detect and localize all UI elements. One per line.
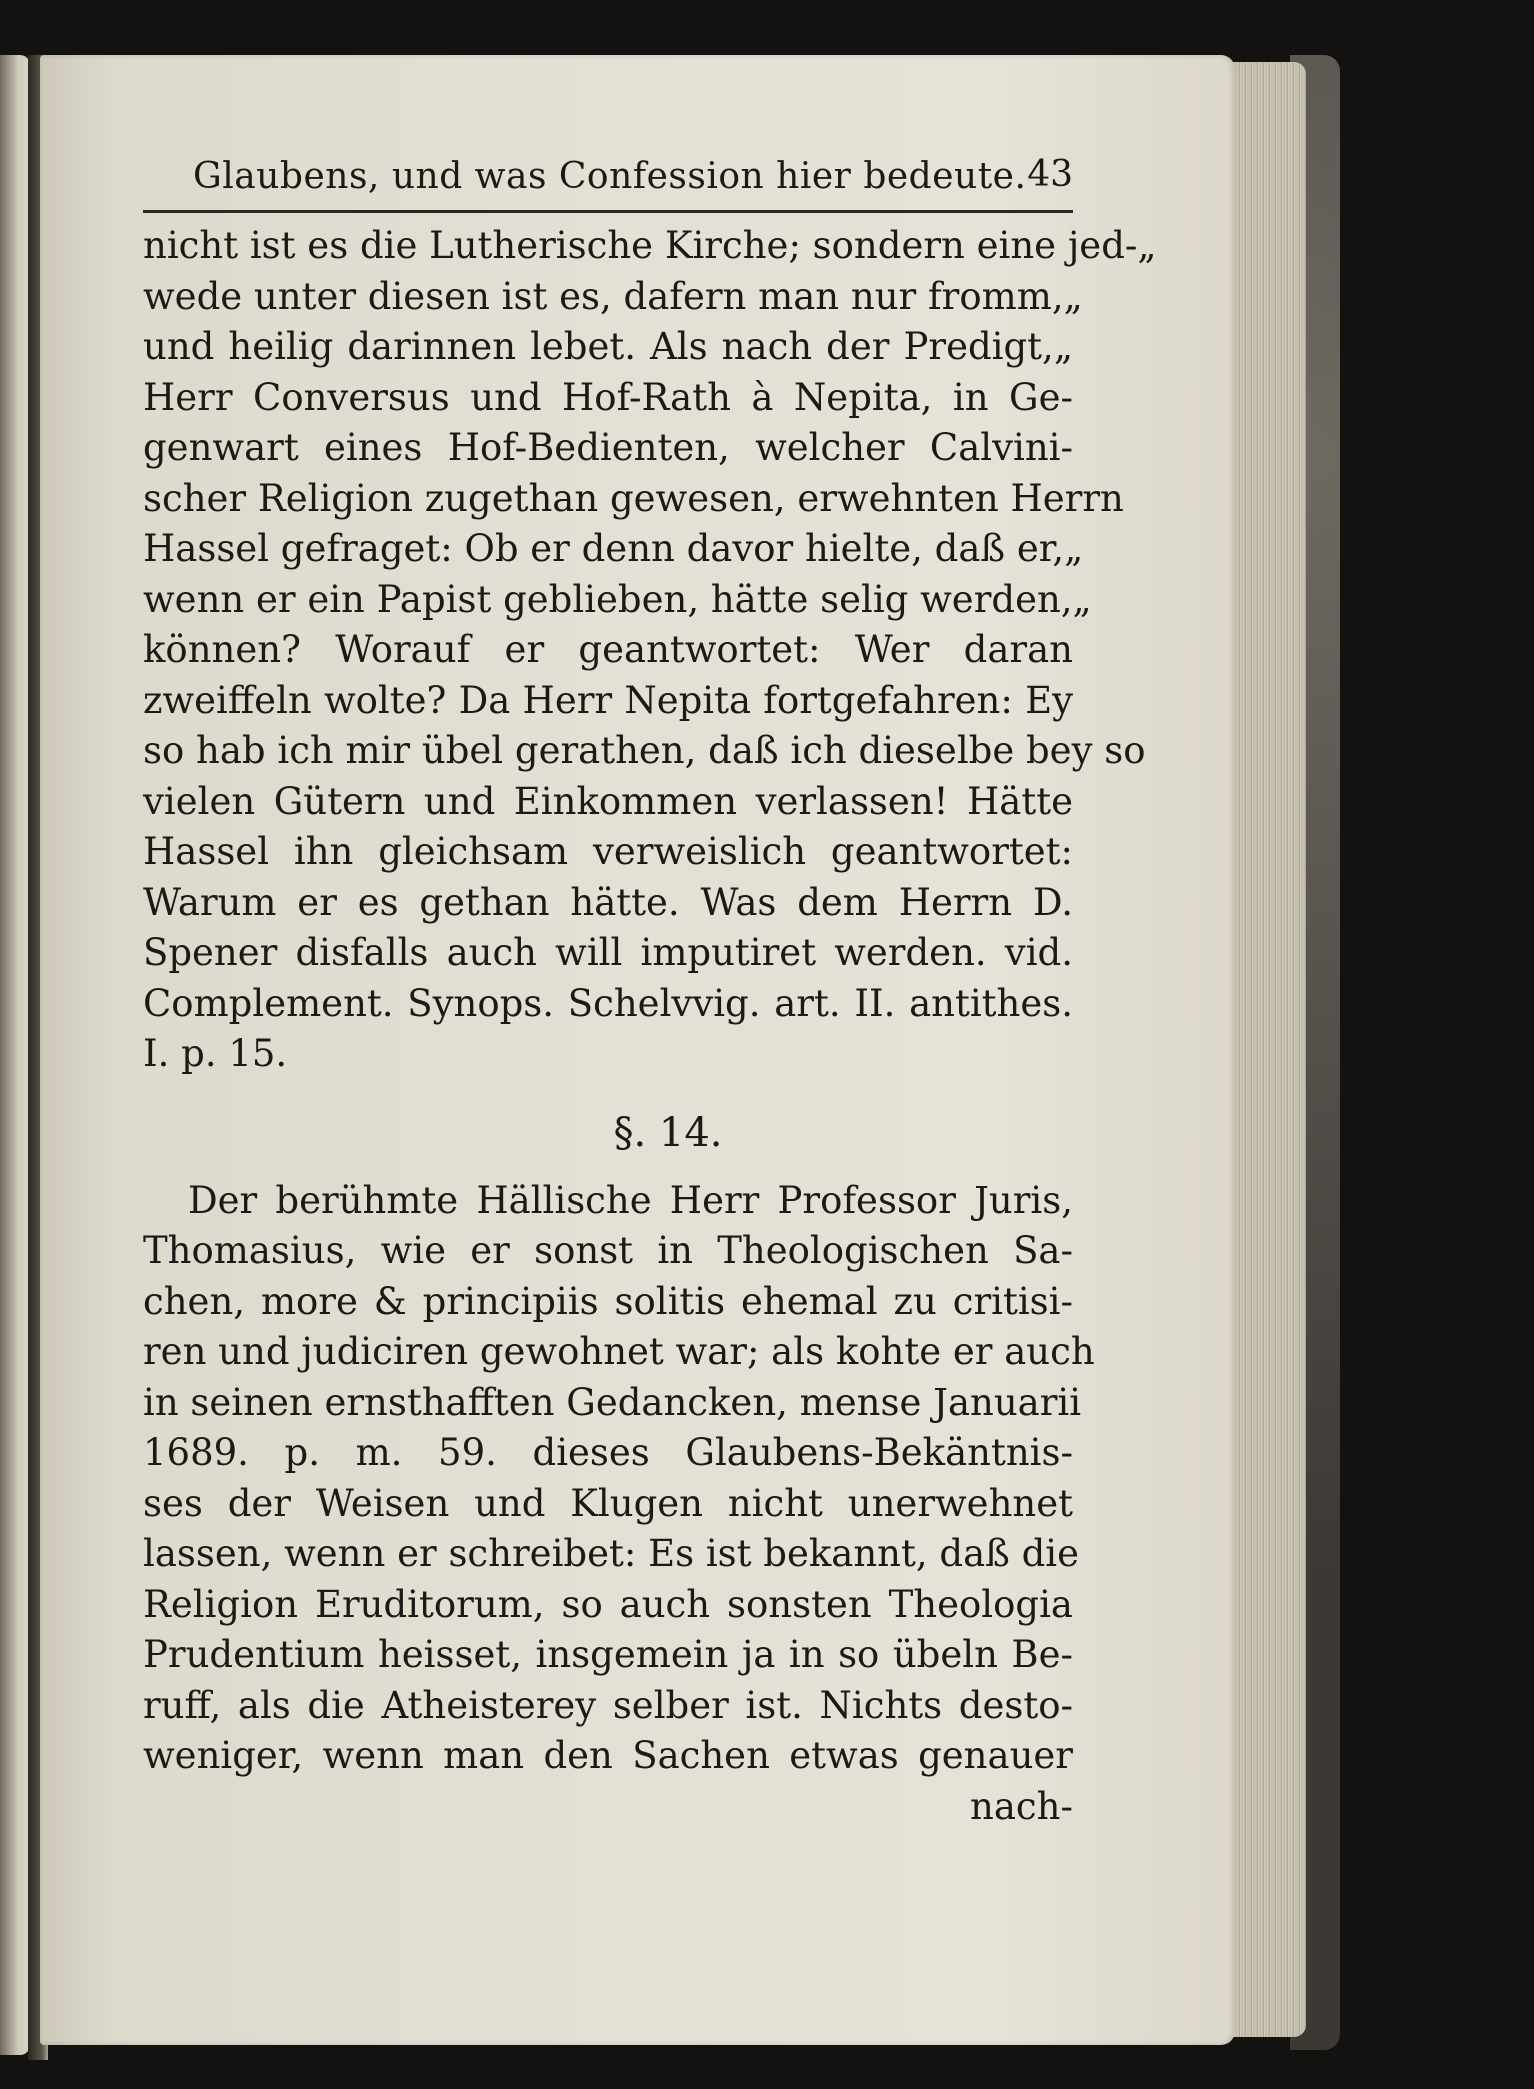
text-line: Spener disfalls auch will imputiret werden. vid. [143, 931, 1073, 974]
text-line: ses der Weisen und Klugen nicht unerwehnet [143, 1481, 1073, 1525]
text-line: Hassel gefraget: Ob er denn davor hielte, daß er,„ [143, 527, 1084, 570]
text-line: ren und judiciren gewohnet war; als kohte er auch [143, 1330, 1095, 1373]
text-line: und heilig darinnen lebet. Als nach der Predigt,„ [143, 325, 1073, 368]
text-line: in seinen ernsthafften Gedancken, mense Januarii [143, 1380, 1082, 1424]
text-line: Thomasius, wie er sonst in Theologischen Sa- [143, 1229, 1073, 1272]
page-header [143, 150, 1073, 213]
section-heading: §. 14. [613, 1109, 723, 1156]
paragraph-1 [143, 221, 1157, 1080]
text-line: genwart eines Hof-Bedienten, welcher Calvini- [143, 426, 1073, 469]
text-line: Hassel ihn gleichsam verweislich geantwortet: [143, 830, 1073, 873]
catchword: nach- [970, 1784, 1073, 1828]
text-line: scher Religion zugethan gewesen, erwehnten Herrn [143, 476, 1124, 520]
text-line: Warum er es gethan hätte. Was dem Herrn D. [143, 880, 1073, 924]
text-line: ruff, als die Atheisterey selber ist. Nichts desto- [143, 1683, 1073, 1727]
page-stack-edge [1228, 62, 1306, 2037]
text-line: so hab ich mir übel gerathen, daß ich dieselbe bey so [143, 729, 1146, 772]
text-block [143, 150, 1157, 1832]
text-line: 1689. p. m. 59. dieses Glaubens-Bekäntnis- [143, 1431, 1073, 1474]
text-line: lassen, wenn er schreibet: Es ist bekannt, daß die [143, 1532, 1080, 1575]
text-line: wede unter diesen ist es, dafern man nur fromm,„ [143, 274, 1083, 318]
text-line: Der berühmte Hällische Herr Professor Juris, [188, 1178, 1073, 1222]
left-page-edge [0, 55, 30, 2055]
text-line: Religion Eruditorum, so auch sonsten Theologia [143, 1582, 1073, 1626]
text-line: Herr Conversus und Hof-Rath à Nepita, in Ge- [143, 375, 1073, 419]
text-line: Complement. Synops. Schelvvig. art. II. antithes. [143, 981, 1073, 1025]
text-line: können? Worauf er geantwortet: Wer daran [143, 628, 1073, 671]
text-line: vielen Gütern und Einkommen verlassen! Hätte [143, 779, 1073, 823]
text-line: zweiffeln wolte? Da Herr Nepita fortgefahren: Ey [143, 678, 1073, 722]
paragraph-2 [143, 1176, 1095, 1833]
text-line: I. p. 15. [143, 1032, 288, 1075]
text-line: weniger, wenn man den Sachen etwas genauer [143, 1734, 1073, 1777]
text-line: nicht ist es die Lutherische Kirche; sondern eine jed-„ [143, 224, 1157, 267]
text-line: wenn er ein Papist geblieben, hätte selig werden,„ [143, 577, 1092, 621]
page-number: 43 [1027, 154, 1073, 195]
text-line: chen, more & principiis solitis ehemal zu critisi- [143, 1279, 1073, 1323]
running-title: Glaubens, und was Confession hier bedeute. [193, 156, 1027, 197]
text-line: Prudentium heisset, insgemein ja in so übeln Be- [143, 1633, 1073, 1676]
